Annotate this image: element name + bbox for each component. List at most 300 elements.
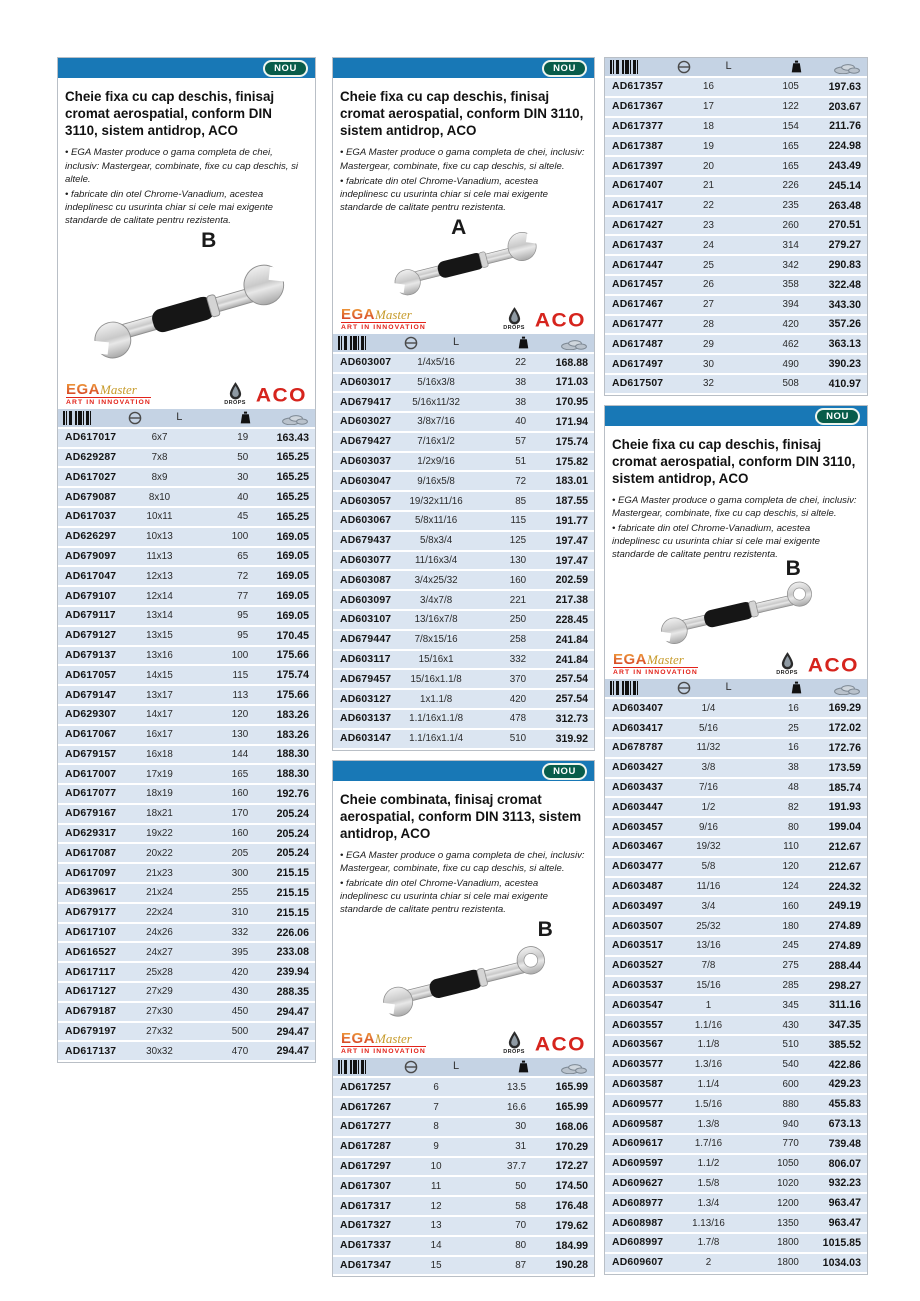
price-cell: 224.32 xyxy=(828,880,861,893)
table-row xyxy=(333,730,594,748)
table-row xyxy=(605,375,867,393)
size-cell: 5/16x3/8 xyxy=(417,376,455,388)
price-cell: 233.08 xyxy=(276,946,309,959)
table-row xyxy=(58,864,315,882)
product-code-cell: AD639617 xyxy=(65,887,117,899)
price-cell: 245.14 xyxy=(828,179,861,192)
product-code-cell: AD679197 xyxy=(65,1026,117,1038)
price-icon xyxy=(561,337,587,355)
product-code-cell: AD617297 xyxy=(340,1160,392,1172)
weight-cell: 275 xyxy=(782,960,799,972)
price-cell: 202.59 xyxy=(555,574,588,587)
table-row xyxy=(58,449,315,467)
size-cell: 8x10 xyxy=(148,491,171,503)
drops-logo xyxy=(776,652,798,676)
weight-cell: 430 xyxy=(782,1019,799,1031)
price-cell: 241.84 xyxy=(555,653,588,666)
product-code-cell: AD617417 xyxy=(612,200,664,212)
weight-cell: 80 xyxy=(787,821,799,833)
table-row xyxy=(605,296,867,314)
table-row xyxy=(333,651,594,669)
weight-icon xyxy=(791,681,802,699)
weight-cell: 120 xyxy=(231,709,249,721)
table-row xyxy=(605,157,867,175)
size-cell: 7/8 xyxy=(701,960,716,972)
weight-cell: 120 xyxy=(782,861,799,873)
size-cell: 27 xyxy=(703,299,714,311)
size-cell: 1.1/2 xyxy=(697,1158,720,1170)
table-row xyxy=(605,1135,867,1153)
weight-cell: 160 xyxy=(231,788,249,800)
weight-cell: 160 xyxy=(231,828,249,840)
table-row xyxy=(333,631,594,649)
size-cell: 3/4x7/8 xyxy=(420,594,453,606)
brand-logos-row xyxy=(340,1031,587,1055)
drops-logo xyxy=(503,1031,525,1055)
size-cell: 11 xyxy=(431,1180,442,1192)
table-row xyxy=(333,453,594,471)
price-icon xyxy=(561,1061,587,1079)
table-row xyxy=(58,963,315,981)
table-row xyxy=(58,884,315,902)
weight-cell: 70 xyxy=(515,1220,527,1232)
size-cell: 21x24 xyxy=(146,887,173,899)
table-row xyxy=(333,1138,594,1156)
price-cell: 185.74 xyxy=(828,781,861,794)
weight-cell: 65 xyxy=(237,550,249,562)
size-cell: 1.1/16x1.1/8 xyxy=(409,713,464,725)
weight-cell: 600 xyxy=(782,1078,799,1090)
drops-logo xyxy=(503,307,525,331)
weight-cell: 122 xyxy=(782,101,799,113)
weight-cell: 332 xyxy=(509,654,527,666)
price-cell: 390.23 xyxy=(828,358,861,371)
size-cell: 1.1/8 xyxy=(697,1039,720,1051)
product-title: Cheie combinata, finisaj cromat aerospatial, conform DIN 3113, sistem antidrop, ACO xyxy=(340,791,582,841)
product-code-cell: AD679127 xyxy=(65,630,117,642)
product-code-cell: AD603447 xyxy=(612,801,664,813)
product-code-cell: AD608997 xyxy=(612,1237,664,1249)
product-title: Cheie fixa cu cap deschis, finisaj cromat aerospatial, conform DIN 3110, sistem antidrop, ACO xyxy=(65,89,275,139)
size-cell: 12x14 xyxy=(146,590,173,602)
table-row xyxy=(58,746,315,764)
bullet-2: • fabricate din otel Chrome-Vanadium, acestea indeplinesc cu usurinta chiar si cele mai exigente standarde de calitate pentru rezistenta. xyxy=(340,878,548,916)
product-code-cell: AD617327 xyxy=(340,1220,392,1232)
size-cell: 15/16 xyxy=(696,980,721,991)
product-code-cell: AD617437 xyxy=(612,239,664,251)
price-cell: 175.66 xyxy=(276,649,309,662)
weight-cell: 82 xyxy=(787,801,799,813)
price-cell: 163.43 xyxy=(276,431,309,444)
size-cell: 9/16x5/8 xyxy=(417,475,455,487)
price-cell: 410.97 xyxy=(828,377,861,390)
product-code-cell: AD603037 xyxy=(340,456,392,468)
size-cell: 11/32 xyxy=(696,742,721,754)
product-code-cell: AD617087 xyxy=(65,847,117,859)
weight-cell: 50 xyxy=(515,1180,527,1192)
price-cell: 279.27 xyxy=(828,239,861,252)
table-row xyxy=(333,1177,594,1195)
table-row xyxy=(605,739,867,757)
table-row xyxy=(58,983,315,1001)
product-code-cell: AD617267 xyxy=(340,1101,392,1113)
size-cell: 27x29 xyxy=(146,986,173,998)
weight-cell: 345 xyxy=(782,999,799,1011)
product-code-cell: AD603437 xyxy=(612,782,664,794)
price-cell: 165.99 xyxy=(555,1081,588,1094)
product-code-cell: AD617127 xyxy=(65,986,117,998)
size-cell: 1.7/8 xyxy=(697,1237,720,1249)
table-row xyxy=(333,1158,594,1176)
price-cell: 290.83 xyxy=(828,259,861,272)
table-row xyxy=(58,567,315,585)
weight-cell: 165 xyxy=(782,140,799,152)
weight-cell: 130 xyxy=(509,555,527,567)
table-row xyxy=(333,433,594,451)
price-cell: 175.74 xyxy=(555,435,588,448)
product-code-cell: AD603467 xyxy=(612,841,664,853)
combination-wrench-illustration xyxy=(612,574,860,650)
product-code-cell: AD617117 xyxy=(65,966,116,978)
weight-cell: 50 xyxy=(237,451,249,463)
table-row xyxy=(58,488,315,506)
size-icon xyxy=(128,411,142,430)
product-code-cell: AD617077 xyxy=(65,788,117,800)
table-row xyxy=(58,508,315,526)
drops-label: DROPS xyxy=(503,1049,525,1056)
table-row xyxy=(605,1115,867,1133)
price-cell: 385.52 xyxy=(828,1038,861,1051)
price-cell: 183.01 xyxy=(555,475,588,488)
size-icon xyxy=(677,60,691,79)
bullet-2: • fabricate din otel Chrome-Vanadium, acestea indeplinesc cu usurinta chiar si cele mai exigente standarde de calitate pentru rezistenta. xyxy=(612,523,820,561)
price-cell: 224.98 xyxy=(828,140,861,153)
size-icon xyxy=(677,681,691,700)
product-code-cell: AD617427 xyxy=(612,219,664,231)
table-row xyxy=(333,374,594,392)
table-row xyxy=(333,393,594,411)
weight-cell: 430 xyxy=(231,986,249,998)
table-row xyxy=(58,528,315,546)
table-row xyxy=(58,825,315,843)
price-cell: 228.45 xyxy=(555,613,588,626)
table-row xyxy=(333,1257,594,1275)
length-column-label: L xyxy=(725,60,732,72)
aco-logo: ACO xyxy=(255,384,307,406)
price-cell: 175.74 xyxy=(276,669,309,682)
table-row xyxy=(605,1214,867,1232)
table-row xyxy=(333,1078,594,1096)
price-cell: 249.19 xyxy=(828,900,861,913)
price-cell: 192.76 xyxy=(276,787,309,800)
weight-cell: 221 xyxy=(509,594,527,606)
size-cell: 1.1/4 xyxy=(697,1078,720,1090)
weight-cell: 880 xyxy=(782,1098,799,1110)
price-cell: 165.25 xyxy=(276,451,309,464)
table-row xyxy=(605,197,867,215)
price-cell: 188.30 xyxy=(276,768,309,781)
price-cell: 165.25 xyxy=(276,471,309,484)
price-cell: 168.06 xyxy=(555,1120,588,1133)
product-code-cell: AD679187 xyxy=(65,1006,117,1018)
price-cell: 429.23 xyxy=(828,1078,861,1091)
weight-cell: 48 xyxy=(787,782,799,794)
product-table-combination-metric xyxy=(333,1078,594,1274)
product-code-cell: AD629307 xyxy=(65,709,117,721)
ega-logo-text: EGA xyxy=(341,1030,376,1048)
price-cell: 294.47 xyxy=(276,1025,309,1038)
product-code-cell: AD617407 xyxy=(612,180,664,192)
product-code-cell: AD603427 xyxy=(612,762,664,774)
weight-cell: 500 xyxy=(231,1026,249,1038)
nou-badge: NOU xyxy=(263,60,308,77)
table-row xyxy=(58,666,315,684)
weight-cell: 1050 xyxy=(777,1158,799,1170)
weight-cell: 115 xyxy=(232,669,249,681)
table-row xyxy=(605,779,867,797)
section-header-band xyxy=(605,406,867,426)
weight-cell: 1020 xyxy=(777,1177,799,1189)
product-code-cell: AD629287 xyxy=(65,451,117,463)
size-cell: 5/8 xyxy=(701,861,716,873)
weight-cell: 125 xyxy=(509,535,527,547)
weight-cell: 1800 xyxy=(777,1257,799,1269)
size-cell: 16 xyxy=(703,81,714,93)
price-cell: 169.05 xyxy=(276,609,309,622)
drop-icon xyxy=(228,382,243,400)
price-cell: 215.15 xyxy=(276,867,309,880)
size-cell: 21 xyxy=(703,180,714,192)
product-code-cell: AD617137 xyxy=(65,1045,117,1057)
size-cell: 1.5/8 xyxy=(697,1177,720,1189)
weight-cell: 100 xyxy=(231,649,249,661)
table-row xyxy=(605,858,867,876)
product-code-cell: AD617397 xyxy=(612,160,664,172)
weight-cell: 16.6 xyxy=(507,1101,527,1113)
product-code-cell: AD617067 xyxy=(65,729,117,741)
weight-cell: 260 xyxy=(782,219,799,231)
product-code-cell: AD603497 xyxy=(612,900,664,912)
section-header-band xyxy=(58,58,315,78)
bullet-1: • EGA Master produce o gama completa de chei, inclusiv: Mastergear, combinate, fixe cu cap deschis, si altele. xyxy=(65,147,299,185)
price-cell: 169.05 xyxy=(276,570,309,583)
weight-cell: 462 xyxy=(782,338,799,350)
drop-icon xyxy=(780,652,795,670)
product-code-cell: AD679137 xyxy=(65,649,117,661)
weight-cell: 16 xyxy=(787,742,799,754)
price-cell: 1015.85 xyxy=(822,1236,861,1249)
weight-cell: 508 xyxy=(782,378,799,390)
price-cell: 274.89 xyxy=(828,920,861,933)
product-title: Cheie fixa cu cap deschis, finisaj cromat aerospatial, conform DIN 3110, sistem antidrop, ACO xyxy=(340,89,584,139)
product-image-combination-wrench xyxy=(340,918,587,1028)
size-cell: 3/4x25/32 xyxy=(414,574,458,586)
table-row xyxy=(605,98,867,116)
section-open-end-metric xyxy=(57,57,316,1063)
weight-cell: 165 xyxy=(782,160,799,172)
price-cell: 455.83 xyxy=(828,1098,861,1111)
section-header-band xyxy=(333,761,594,781)
nou-badge: NOU xyxy=(542,60,587,77)
size-cell: 1 xyxy=(705,999,712,1011)
barcode-icon xyxy=(610,60,654,79)
product-code-cell: AD603067 xyxy=(340,515,392,527)
price-cell: 190.28 xyxy=(555,1259,588,1272)
product-code-cell: AD617057 xyxy=(65,669,117,681)
table-row xyxy=(333,1237,594,1255)
product-code-cell: AD603577 xyxy=(612,1059,664,1071)
weight-cell: 130 xyxy=(231,729,249,741)
size-cell: 1.1/16 xyxy=(694,1019,723,1031)
bullet-1: • EGA Master produce o gama completa de chei, inclusiv: Mastergear, combinate, fixe cu cap deschis, si altele. xyxy=(340,147,585,172)
ega-logo-text: EGA xyxy=(66,380,101,398)
weight-cell: 258 xyxy=(509,634,527,646)
size-cell: 16x18 xyxy=(146,748,173,760)
size-cell: 20 xyxy=(703,160,714,172)
product-code-cell: AD678787 xyxy=(612,742,664,754)
weight-cell: 420 xyxy=(231,966,249,978)
weight-cell: 80 xyxy=(515,1240,527,1252)
weight-cell: 144 xyxy=(231,748,249,760)
size-cell: 17 xyxy=(703,101,714,113)
price-cell: 932.23 xyxy=(828,1177,861,1190)
length-column-label: L xyxy=(725,681,732,694)
table-row xyxy=(605,355,867,373)
product-code-cell: AD617467 xyxy=(612,299,664,311)
product-code-cell: AD603407 xyxy=(612,702,664,714)
size-icon xyxy=(404,336,418,355)
size-cell: 29 xyxy=(703,338,714,350)
size-cell: 30x32 xyxy=(146,1045,173,1057)
barcode-icon xyxy=(338,1060,382,1079)
table-row xyxy=(58,924,315,942)
weight-cell: 250 xyxy=(509,614,527,626)
size-cell: 8x9 xyxy=(151,471,168,483)
price-cell: 226.06 xyxy=(276,926,309,939)
price-cell: 172.76 xyxy=(828,741,861,754)
table-row xyxy=(605,1016,867,1034)
weight-cell: 100 xyxy=(231,531,249,543)
ega-tagline: ART IN INNOVATION xyxy=(341,323,426,331)
size-cell: 25 xyxy=(703,259,714,271)
table-row xyxy=(333,611,594,629)
weight-cell: 105 xyxy=(782,81,799,93)
table-row xyxy=(58,844,315,862)
product-code-cell: AD603507 xyxy=(612,920,664,932)
size-cell: 21x23 xyxy=(146,867,173,879)
product-code-cell: AD603107 xyxy=(340,614,392,626)
table-row xyxy=(605,897,867,915)
price-cell: 172.02 xyxy=(828,722,861,735)
weight-cell: 77 xyxy=(237,590,249,602)
price-cell: 203.67 xyxy=(828,100,861,113)
price-cell: 205.24 xyxy=(276,827,309,840)
weight-cell: 113 xyxy=(232,689,249,701)
weight-cell: 314 xyxy=(782,239,799,251)
product-code-cell: AD626297 xyxy=(65,531,117,543)
table-row xyxy=(333,1098,594,1116)
price-cell: 257.54 xyxy=(555,693,588,706)
brand-logos-row xyxy=(340,307,587,331)
table-row xyxy=(333,1197,594,1215)
table-row xyxy=(58,904,315,922)
weight-cell: 30 xyxy=(515,1121,527,1133)
weight-cell: 95 xyxy=(237,610,249,622)
size-cell: 25x28 xyxy=(146,966,173,978)
table-row xyxy=(605,1234,867,1252)
product-code-cell: AD609607 xyxy=(612,1257,664,1269)
size-cell: 8 xyxy=(433,1121,439,1133)
price-cell: 806.07 xyxy=(828,1157,861,1170)
table-row xyxy=(58,627,315,645)
weight-cell: 37.7 xyxy=(507,1160,527,1172)
price-cell: 172.27 xyxy=(555,1160,588,1173)
size-cell: 15/16x1 xyxy=(418,654,454,666)
price-cell: 357.26 xyxy=(828,318,861,331)
product-code-cell: AD679087 xyxy=(65,491,117,503)
size-cell: 6 xyxy=(433,1081,439,1093)
product-code-cell: AD603137 xyxy=(340,713,392,725)
product-code-cell: AD608977 xyxy=(612,1197,664,1209)
product-table-combination-inch xyxy=(605,699,867,1271)
price-cell: 191.93 xyxy=(828,801,861,814)
size-cell: 1.1/16x1.1/4 xyxy=(409,733,464,745)
weight-icon xyxy=(240,411,251,429)
price-cell: 169.05 xyxy=(276,530,309,543)
size-cell: 2 xyxy=(705,1257,712,1269)
table-row xyxy=(333,710,594,728)
master-logo-text: Master xyxy=(375,306,412,322)
product-code-cell: AD603127 xyxy=(340,693,392,705)
price-cell: 963.47 xyxy=(828,1217,861,1230)
price-cell: 168.88 xyxy=(555,356,588,369)
table-row xyxy=(58,607,315,625)
weight-cell: 420 xyxy=(782,318,799,330)
table-row xyxy=(605,1056,867,1074)
size-cell: 15 xyxy=(430,1259,442,1271)
product-code-cell: AD679177 xyxy=(65,907,117,919)
table-row xyxy=(333,492,594,510)
weight-cell: 205 xyxy=(231,847,249,859)
size-cell: 15/16x1.1/8 xyxy=(410,673,462,685)
bullet-2: • fabricate din otel Chrome-Vanadium, acestea indeplinesc cu usurinta chiar si cele mai exigente standarde de calitate pentru rezistenta. xyxy=(65,188,273,226)
size-cell: 14x17 xyxy=(146,709,173,721)
size-cell: 18x19 xyxy=(146,788,173,800)
size-cell: 1/4x5/16 xyxy=(417,357,455,369)
weight-cell: 31 xyxy=(515,1141,527,1153)
table-header xyxy=(605,58,867,76)
weight-cell: 154 xyxy=(782,120,799,132)
product-code-cell: AD617047 xyxy=(65,570,117,582)
product-code-cell: AD617507 xyxy=(612,378,664,390)
weight-cell: 332 xyxy=(231,927,249,939)
table-row xyxy=(333,1217,594,1235)
weight-cell: 510 xyxy=(509,733,527,745)
table-row xyxy=(58,429,315,447)
table-row xyxy=(605,699,867,717)
product-code-cell: AD603097 xyxy=(340,594,392,606)
price-cell: 212.67 xyxy=(828,840,861,853)
image-variant-label: A xyxy=(451,215,467,239)
price-cell: 215.15 xyxy=(276,886,309,899)
price-cell: 239.94 xyxy=(276,966,309,979)
size-cell: 7/8x15/16 xyxy=(414,634,458,646)
weight-cell: 490 xyxy=(782,358,799,370)
section-header-band xyxy=(333,58,594,78)
product-code-cell: AD679427 xyxy=(340,436,392,448)
table-row xyxy=(605,1036,867,1054)
table-row xyxy=(333,472,594,490)
